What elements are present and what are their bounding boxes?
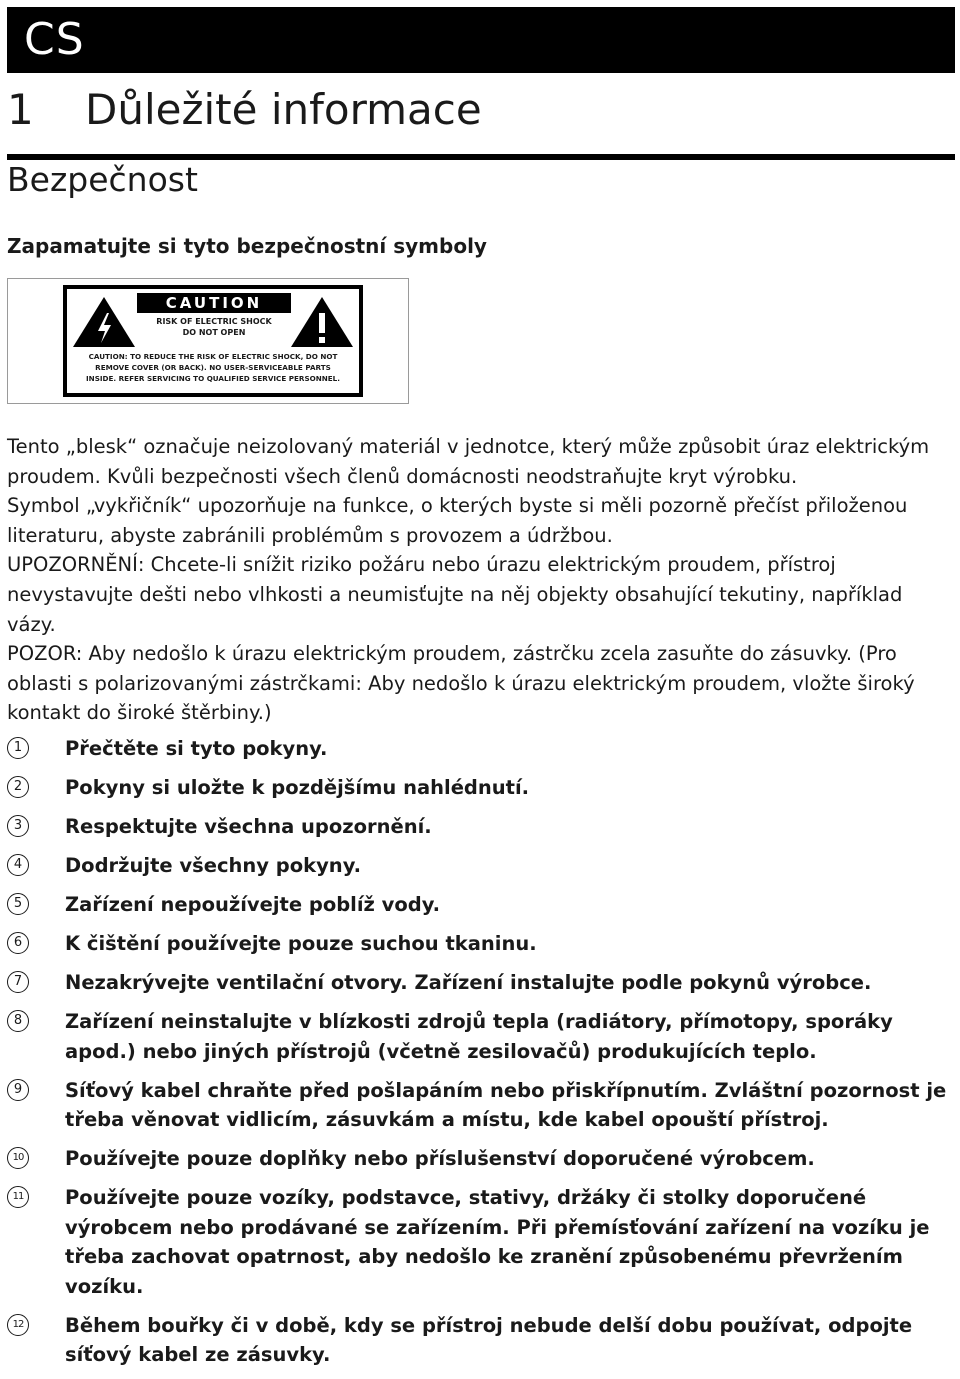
number-marker: 1 [7,737,29,759]
paragraph-warning: UPOZORNĚNÍ: Chcete-li snížit riziko požáru nebo úrazu elektrickým proudem, přístroj nevystavujte dešti nebo vlhkosti a neumisťujte na něj objekty obsahující tekutiny, například vázy. [7,553,903,636]
list-item-text: Zařízení neinstalujte v blízkosti zdrojů tepla (radiátory, přímotopy, sporáky apod.) nebo jiných přístrojů (včetně zesilovačů) produkujících teplo. [65,1010,893,1063]
number-marker: 10 [7,1147,29,1169]
list-item [7,851,957,881]
exclamation-warning-icon [289,295,355,349]
number-marker: 6 [7,932,29,954]
list-item-text: Respektujte všechna upozornění. [65,815,432,838]
number-marker: 4 [7,854,29,876]
paragraph-caution: POZOR: Aby nedošlo k úrazu elektrickým proudem, zástrčku zcela zasuňte do zásuvky. (Pro oblasti s polarizovanými zástrčkami: Aby nedošlo k úrazu elektrickým proudem, vložte široký kontakt do široké štěrbiny.) [7,642,915,725]
list-item [7,929,957,959]
caution-title: CAUTION [137,293,291,313]
list-item-text: Používejte pouze doplňky nebo příslušenství doporučené výrobcem. [65,1147,815,1170]
list-item-text: K čištění používejte pouze suchou tkaninu. [65,932,537,955]
list-item-text: Během bouřky či v době, kdy se přístroj nebude delší dobu používat, odpojte síťový kabel ze zásuvky. [65,1313,913,1366]
caution-label-frame [63,285,363,397]
caution-text-line: CAUTION: TO REDUCE THE RISK OF ELECTRIC SHOCK, DO NOT [88,352,338,361]
list-item [7,1007,957,1066]
safety-instructions-list [7,734,957,1379]
list-item [7,734,957,764]
list-item-text: Používejte pouze vozíky, podstavce, stativy, držáky či stolky doporučené výrobcem nebo prodávané se zařízením. Při přemísťování zařízení na vozíku je třeba zachovat opatrnost, aby nedošlo ke zranění způsobenému převržením vozíku. [65,1186,930,1298]
list-item [7,1076,957,1135]
caution-text-line: INSIDE. REFER SERVICING TO QUALIFIED SERVICE PERSONNEL. [86,374,340,383]
number-marker: 8 [7,1010,29,1032]
number-marker: 12 [7,1314,29,1336]
number-marker: 11 [7,1186,29,1208]
caution-warning-text [72,351,354,384]
chapter-number: 1 [7,85,34,134]
list-item [7,1144,957,1174]
number-marker: 3 [7,815,29,837]
number-marker: 9 [7,1079,29,1101]
caution-risk-line: DO NOT OPEN [182,328,246,337]
language-tab [7,7,955,73]
number-marker: 7 [7,971,29,993]
caution-risk-line: RISK OF ELECTRIC SHOCK [156,317,272,326]
number-marker: 5 [7,893,29,915]
section-title: Bezpečnost [7,160,198,199]
list-item [7,968,957,998]
list-item [7,890,957,920]
safety-paragraphs [7,432,957,728]
list-item [7,1183,957,1301]
list-item [7,1311,957,1370]
caution-risk-text [137,316,291,338]
list-item [7,812,957,842]
list-item-text: Zařízení nepoužívejte poblíž vody. [65,893,441,916]
language-code: CS [24,14,85,65]
caution-text-line: REMOVE COVER (OR BACK). NO USER-SERVICEABLE PARTS [95,363,331,372]
lightning-warning-icon [71,295,137,349]
subheading: Zapamatujte si tyto bezpečnostní symboly [7,234,487,258]
list-item-text: Přečtěte si tyto pokyny. [65,737,328,760]
list-item-text: Nezakrývejte ventilační otvory. Zařízení instalujte podle pokynů výrobce. [65,971,872,994]
list-item [7,773,957,803]
chapter-title: Důležité informace [85,85,482,134]
paragraph-lightning: Tento „blesk“ označuje neizolovaný materiál v jednotce, který může způsobit úraz elektrickým proudem. Kvůli bezpečnosti všech členů domácnosti neodstraňujte kryt výrobku. [7,435,930,488]
chapter-heading [7,82,955,160]
list-item-text: Síťový kabel chraňte před pošlapáním nebo přiskřípnutím. Zvláštní pozornost je třeba věnovat vidlicím, zásuvkám a místu, kde kabel opouští přístroj. [65,1078,947,1131]
list-item-text: Dodržujte všechny pokyny. [65,854,362,877]
number-marker: 2 [7,776,29,798]
list-item-text: Pokyny si uložte k pozdějšímu nahlédnutí. [65,776,530,799]
paragraph-exclamation: Symbol „vykřičník“ upozorňuje na funkce, o kterých byste si měli pozorně přečíst přiloženou literaturu, abyste zabránili problémům s provozem a údržbou. [7,494,908,547]
caution-label-image [7,278,409,404]
